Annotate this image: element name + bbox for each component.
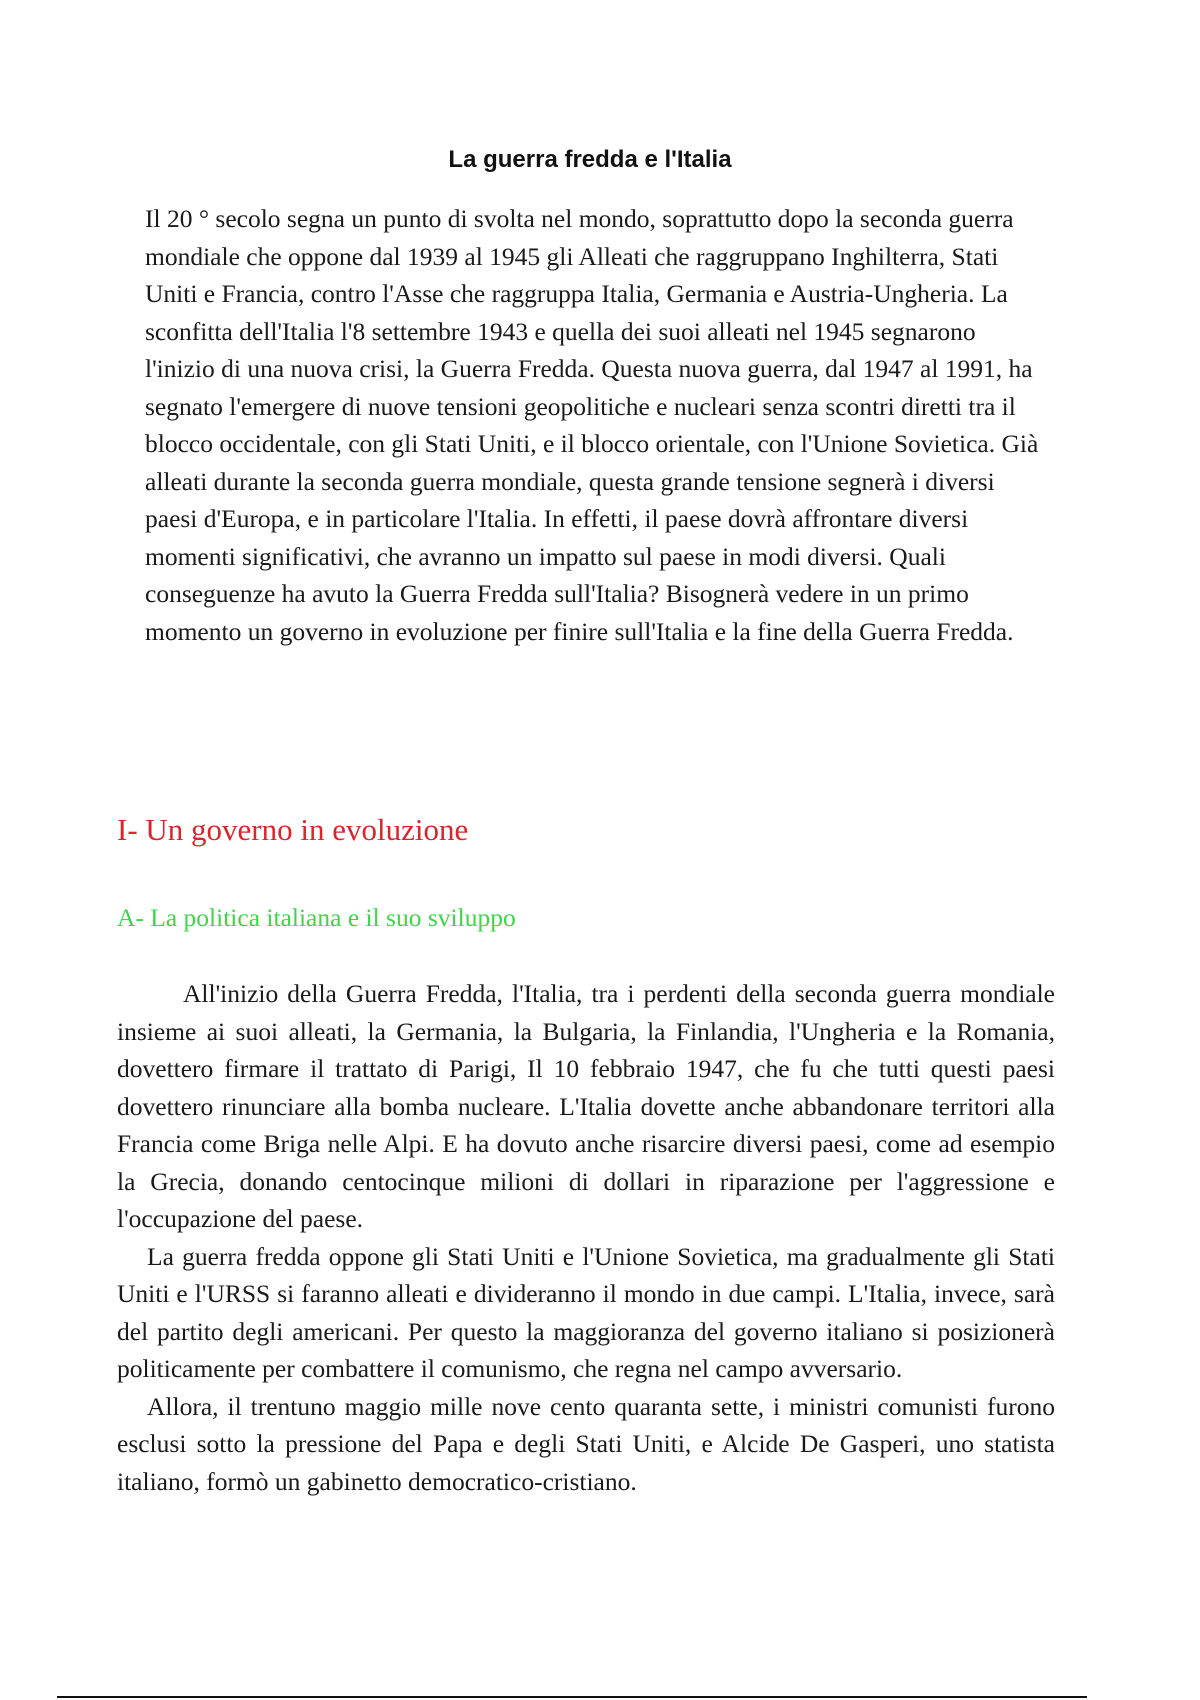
intro-paragraph: Il 20 ° secolo segna un punto di svolta nel mondo, soprattutto dopo la seconda guerra mondiale che oppone dal 1939 al 1945 gli Alleati che raggruppano Inghilterra, Stati Uniti e Francia, contro l'Asse che raggruppa Italia, Germania e Austria-Ungheria. La sconfitta dell'Italia l'8 settembre 1943 e quella dei suoi alleati nel 1945 segnarono l'inizio di una nuova crisi, la Guerra Fredda. Questa nuova guerra, dal 1947 al 1991, ha segnato l'emergere di nuove tensioni geopolitiche e nucleari senza scontri diretti tra il blocco occidentale, con gli Stati Uniti, e il blocco orientale, con l'Unione Sovietica. Già alleati durante la seconda guerra mondiale, questa grande tensione segnerà i diversi paesi d'Europa, e in particolare l'Italia. In effetti, il paese dovrà affrontare diversi momenti significativi, che avranno un impatto sul paese in modi diversi. Quali conseguenze ha avuto la Guerra Fredda sull'Italia? Bisognerà vedere in un primo momento un governo in evoluzione per finire sull'Italia e la fine della Guerra Fredda. <box>145 204 1039 646</box>
bottom-divider <box>57 1696 1087 1698</box>
body-paragraph-3: Allora, il trentuno maggio mille nove cento quaranta sette, i ministri comunisti furono esclusi sotto la pressione del Papa e degli Stati Uniti, e Alcide De Gasperi, uno statista italiano, formò un gabinetto democratico-cristiano. <box>117 1391 1055 1496</box>
body-paragraph-1: All'inizio della Guerra Fredda, l'Italia, tra i perdenti della seconda guerra mondiale insieme ai suoi alleati, la Germania, la Bulgaria, la Finlandia, l'Ungheria e la Romania, dovettero firmare il trattato di Parigi, Il 10 febbraio 1947, che fu che tutti questi paesi dovettero rinunciare alla bomba nucleare. L'Italia dovette anche abbandonare territori alla Francia come Briga nelle Alpi. E ha dovuto anche risarcire diversi paesi, come ad esempio la Grecia, donando centocinque milioni di dollari in riparazione per l'aggressione e l'occupazione del paese. <box>117 979 1055 1233</box>
body-text <box>117 975 1055 1500</box>
document-title: La guerra fredda e l'Italia <box>448 146 732 173</box>
subsection-heading: A- La politica italiana e il suo sviluppo <box>117 903 516 932</box>
body-paragraph-2: La guerra fredda oppone gli Stati Uniti e l'Unione Sovietica, ma gradualmente gli Stati Uniti e l'URSS si faranno alleati e divideranno il mondo in due campi. L'Italia, invece, sarà del partito degli americani. Per questo la maggioranza del governo italiano si posizionerà politicamente per combattere il comunismo, che regna nel campo avversario. <box>117 1241 1055 1383</box>
section-heading: I- Un governo in evoluzione <box>117 812 469 847</box>
